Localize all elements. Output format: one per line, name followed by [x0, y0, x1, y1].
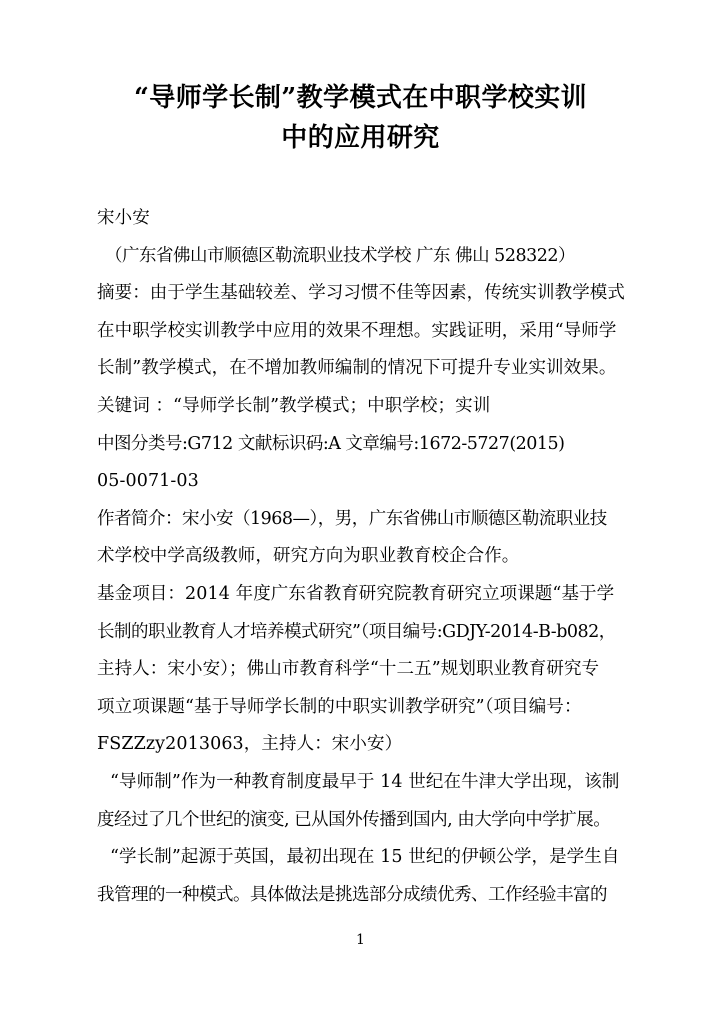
body-line-4: 我管理的一种模式。具体做法是挑选部分成绩优秀、工作经验丰富的	[97, 884, 607, 905]
title-line-2: 中的应用研究	[281, 123, 440, 153]
body-line-2: 度经过了几个世纪的演变, 已从国外传播到国内, 由大学向中学扩展。	[97, 809, 611, 830]
author-bio-line-2: 术学校中学高级教师，研究方向为职业教育校企合作。	[97, 546, 520, 567]
body-line-3: “学长制”起源于英国，最初出现在 15 世纪的伊顿公学，是学生自	[110, 847, 620, 868]
funding-line-4: 项立项课题“基于导师学长制的中职实训教学研究”（项目编号：	[97, 696, 582, 717]
abstract-line-1: 摘要：由于学生基础较差、学习习惯不佳等因素，传统实训教学模式	[97, 283, 625, 304]
page-title	[97, 78, 624, 158]
author-name: 宋小安	[97, 208, 150, 228]
keywords-line: 关键词 ：“导师学长制”教学模式；中职学校；实训	[97, 395, 491, 416]
funding-line-2: 长制的职业教育人才培养模式研究”（项目编号:GDJY-2014-B-b082，	[97, 621, 616, 642]
classification-line-1: 中图分类号:G712 文献标识码:A 文章编号:1672-5727(2015)	[97, 433, 565, 454]
classification-line-2: 05-0071-03	[97, 471, 199, 492]
funding-line-5: FSZZzy2013063，主持人：宋小安）	[97, 734, 403, 755]
funding-line-3: 主持人：宋小安）；佛山市教育科学“十二五”规划职业教育研究专	[97, 659, 600, 680]
author-bio-line-1: 作者简介：宋小安（1968—），男，广东省佛山市顺德区勒流职业技	[97, 508, 607, 529]
funding-line-1: 基金项目：2014 年度广东省教育研究院教育研究立项课题“基于学	[97, 583, 615, 604]
body-line-1: “导师制”作为一种教育制度最早于 14 世纪在牛津大学出现，该制	[110, 771, 620, 792]
page-number: 1	[356, 932, 365, 948]
abstract-line-2: 在中职学校实训教学中应用的效果不理想。实践证明，采用“导师学	[97, 320, 617, 341]
abstract-line-3: 长制”教学模式，在不增加教师编制的情况下可提升专业实训效果。	[97, 358, 617, 379]
author-affiliation: （广东省佛山市顺德区勒流职业技术学校 广东 佛山 528322）	[105, 245, 575, 266]
document-body	[97, 200, 624, 914]
title-line-1: “导师学长制”教学模式在中职学校实训	[133, 83, 588, 113]
